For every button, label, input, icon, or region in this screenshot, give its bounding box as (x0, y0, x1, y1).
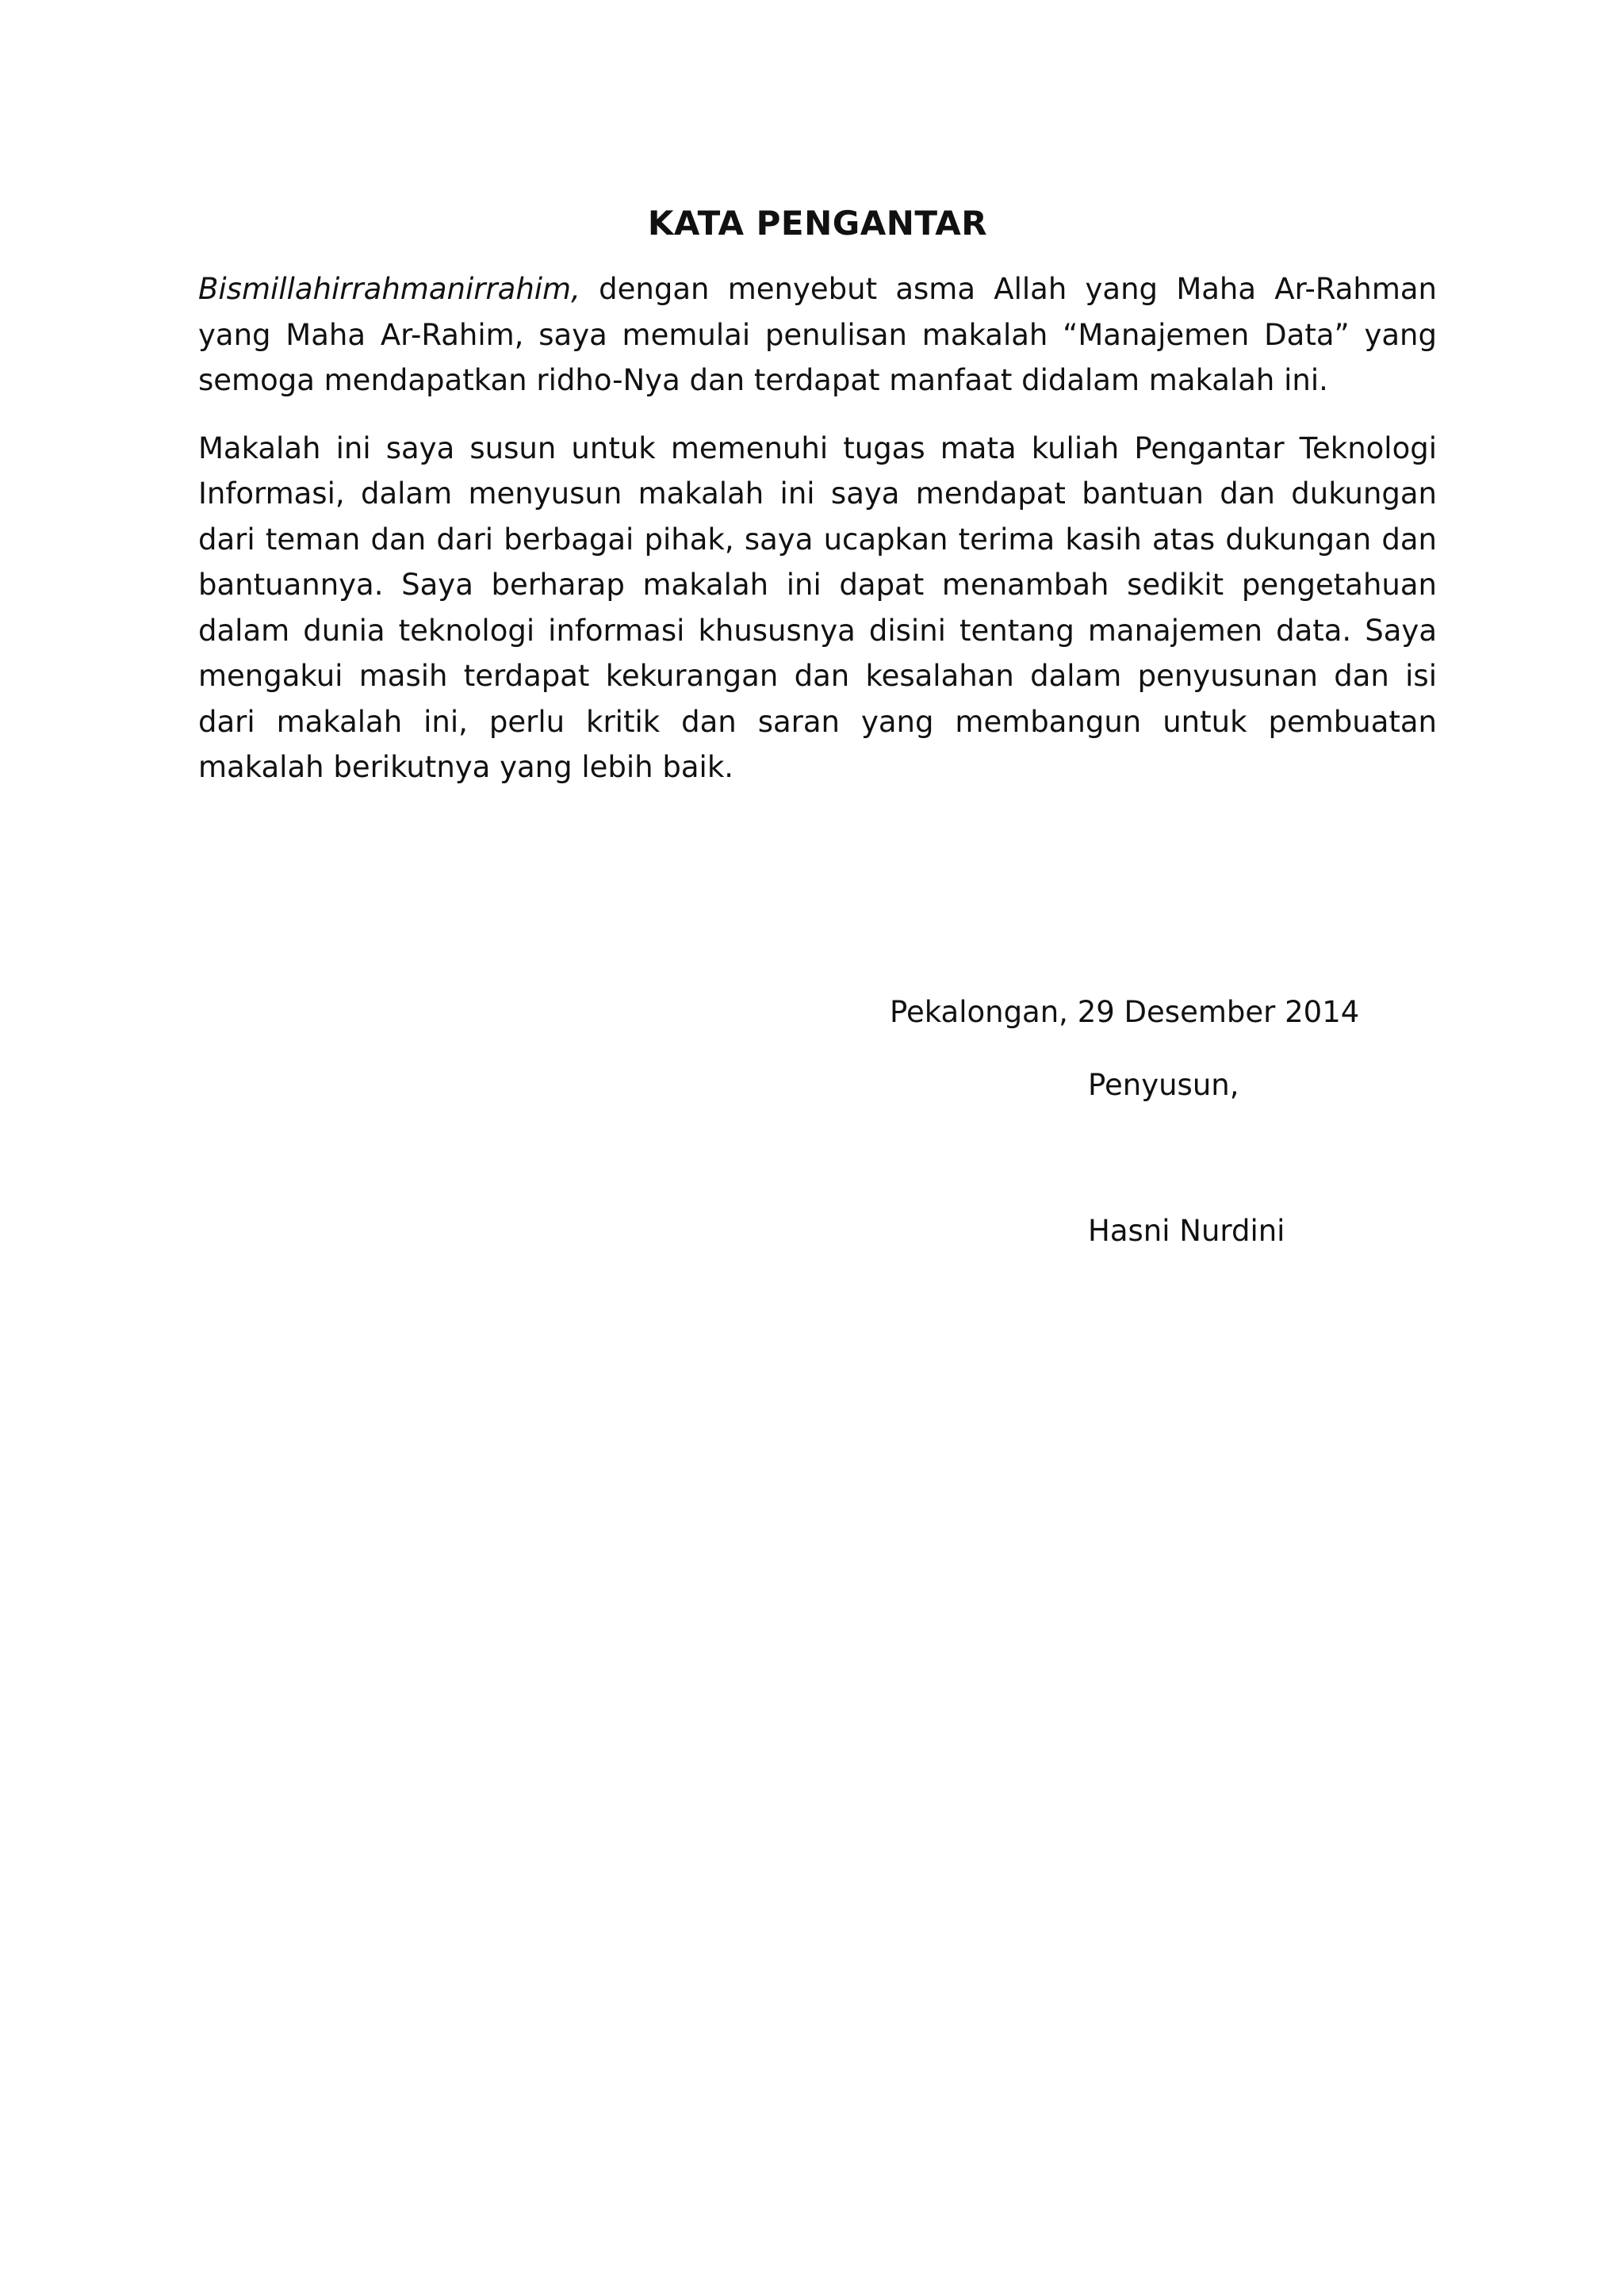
paragraph-opening (198, 266, 1437, 404)
author-role: Penyusun, (1088, 1068, 1239, 1102)
page-title: KATA PENGANTAR (647, 204, 988, 243)
opening-invocation: Bismillahirrahmanirrahim, (198, 272, 580, 306)
document-body (198, 200, 1437, 813)
place-date: Pekalongan, 29 Desember 2014 (890, 995, 1360, 1029)
paragraph-main: Makalah ini saya susun untuk memenuhi tugas mata kuliah Pengantar Teknologi Informasi, dalam menyusun makalah ini saya mendapat bantuan dan dukungan dari teman dan dari berbagai pihak, saya ucapkan terima kasih atas dukungan dan bantuannya. Saya berharap makalah ini dapat menambah sedikit pengetahuan dalam dunia teknologi informasi khususnya disini tentang manajemen data. Saya mengakui masih terdapat kekurangan dan kesalahan dalam penyusunan dan isi dari makalah ini, perlu kritik dan saran yang membangun untuk pembuatan makalah berikutnya yang lebih baik. (198, 430, 1437, 784)
author-name: Hasni Nurdini (1088, 1214, 1285, 1248)
opening-text: dengan menyebut asma Allah yang Maha Ar-Rahman yang Maha Ar-Rahim, saya memulai penulisan makalah “Manajemen Data” yang semoga mendapatkan ridho-Nya dan terdapat manfaat didalam makalah ini. (198, 272, 1437, 397)
